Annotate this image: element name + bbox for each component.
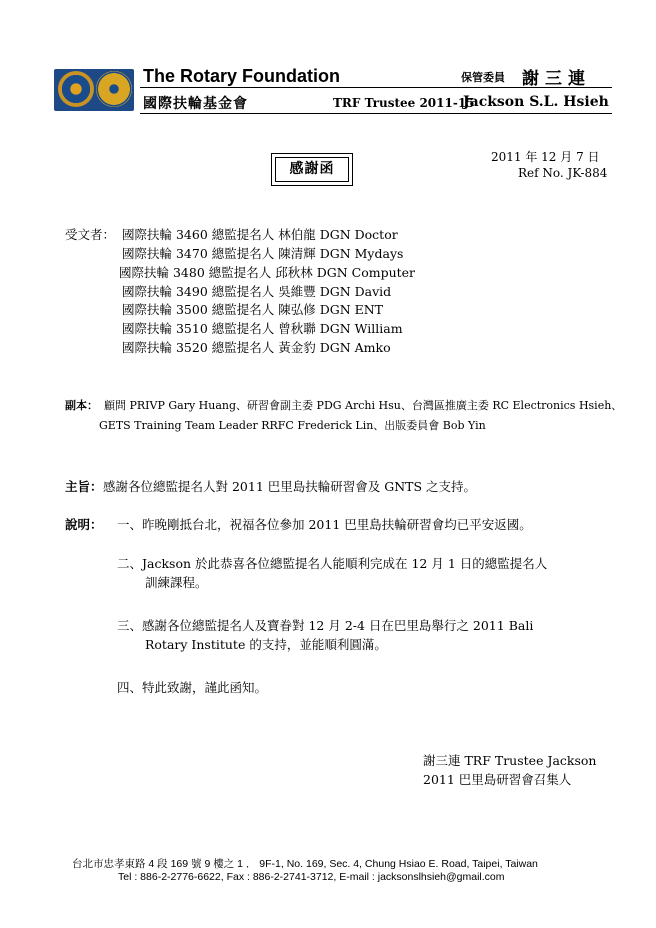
explanation-item-4: 四、特此致謝，謹此函知。 — [117, 680, 268, 695]
explanation-item-1: 一、昨晚剛抵台北，祝福各位參加 2011 巴里島扶輪研習會均已平安返國。 — [117, 517, 532, 532]
recipients-label: 受文者： — [65, 227, 116, 242]
trustee-label-zh: 保管委員 — [461, 71, 505, 84]
explanation-item-2: 二、Jackson 於此恭喜各位總監提名人能順利完成在 12 月 1 日的總監提名人 — [117, 556, 548, 571]
recipient-line: 國際扶輪 3470 總監提名人 陳清輝 DGN Mydays — [122, 246, 404, 261]
explanation-item-2-cont: 訓練課程。 — [145, 575, 208, 590]
trustee-title-en: TRF Trustee 2011-15 — [333, 96, 475, 110]
footer-contact: Tel : 886-2-2776-6622, Fax : 886-2-2741-3712, E-mail : jacksonslhsieh@gmail.com — [118, 871, 505, 883]
org-name-en: The Rotary Foundation — [143, 66, 340, 86]
cc-label: 副本： — [65, 399, 98, 412]
trustee-name-en: Jackson S.L. Hsieh — [463, 94, 609, 110]
trustee-name-zh: 謝三連 — [522, 69, 591, 89]
recipient-line: 國際扶輪 3500 總監提名人 陳弘修 DGN ENT — [122, 302, 384, 317]
rotary-logos — [54, 69, 134, 111]
subject-label: 主旨： — [65, 479, 103, 494]
cc-line-1: 顧問 PRIVP Gary Huang、研習會副主委 PDG Archi Hsu、台灣區推廣主委 RC Electronics Hsieh、 — [104, 399, 623, 412]
signature-line-2: 2011 巴里島研習會召集人 — [423, 772, 572, 787]
org-name-zh: 國際扶輪基金會 — [143, 96, 248, 112]
letter-title: 感謝函 — [275, 157, 349, 182]
explanation-item-3-cont: Rotary Institute 的支持，並能順利圓滿。 — [145, 637, 387, 652]
footer-address: 台北市忠孝東路 4 段 169 號 9 樓之 1 ． 9F-1, No. 169, Sec. 4, Chung Hsiao E. Road, Taipei, Taiwan — [72, 858, 538, 870]
explanation-label: 說明： — [65, 517, 103, 532]
cc-line-2: GETS Training Team Leader RRFC Frederick Lin、出版委員會 Bob Yin — [99, 419, 486, 432]
recipient-line: 國際扶輪 3520 總監提名人 黃金豹 DGN Amko — [122, 340, 391, 355]
letterhead-divider-bottom — [140, 113, 612, 114]
letter-title-box — [271, 153, 353, 186]
rotary-wheel-icon — [96, 71, 132, 107]
rotary-foundation-emblem-icon — [58, 71, 94, 107]
recipient-line: 國際扶輪 3490 總監提名人 吳維豐 DGN David — [122, 284, 392, 299]
recipient-line: 國際扶輪 3460 總監提名人 林伯龍 DGN Doctor — [122, 227, 398, 242]
recipient-line: 國際扶輪 3510 總監提名人 曾秋聯 DGN William — [122, 321, 403, 336]
subject-text: 感謝各位總監提名人對 2011 巴里島扶輪研習會及 GNTS 之支持。 — [103, 479, 477, 494]
recipient-line: 國際扶輪 3480 總監提名人 邱秋林 DGN Computer — [119, 265, 416, 280]
reference-number: Ref No. JK-884 — [518, 166, 608, 180]
letter-date: 2011 年 12 月 7 日 — [491, 150, 600, 164]
explanation-item-3: 三、感謝各位總監提名人及寶眷對 12 月 2-4 日在巴里島舉行之 2011 Bali — [117, 618, 534, 633]
signature-line-1: 謝三連 TRF Trustee Jackson — [423, 753, 597, 768]
